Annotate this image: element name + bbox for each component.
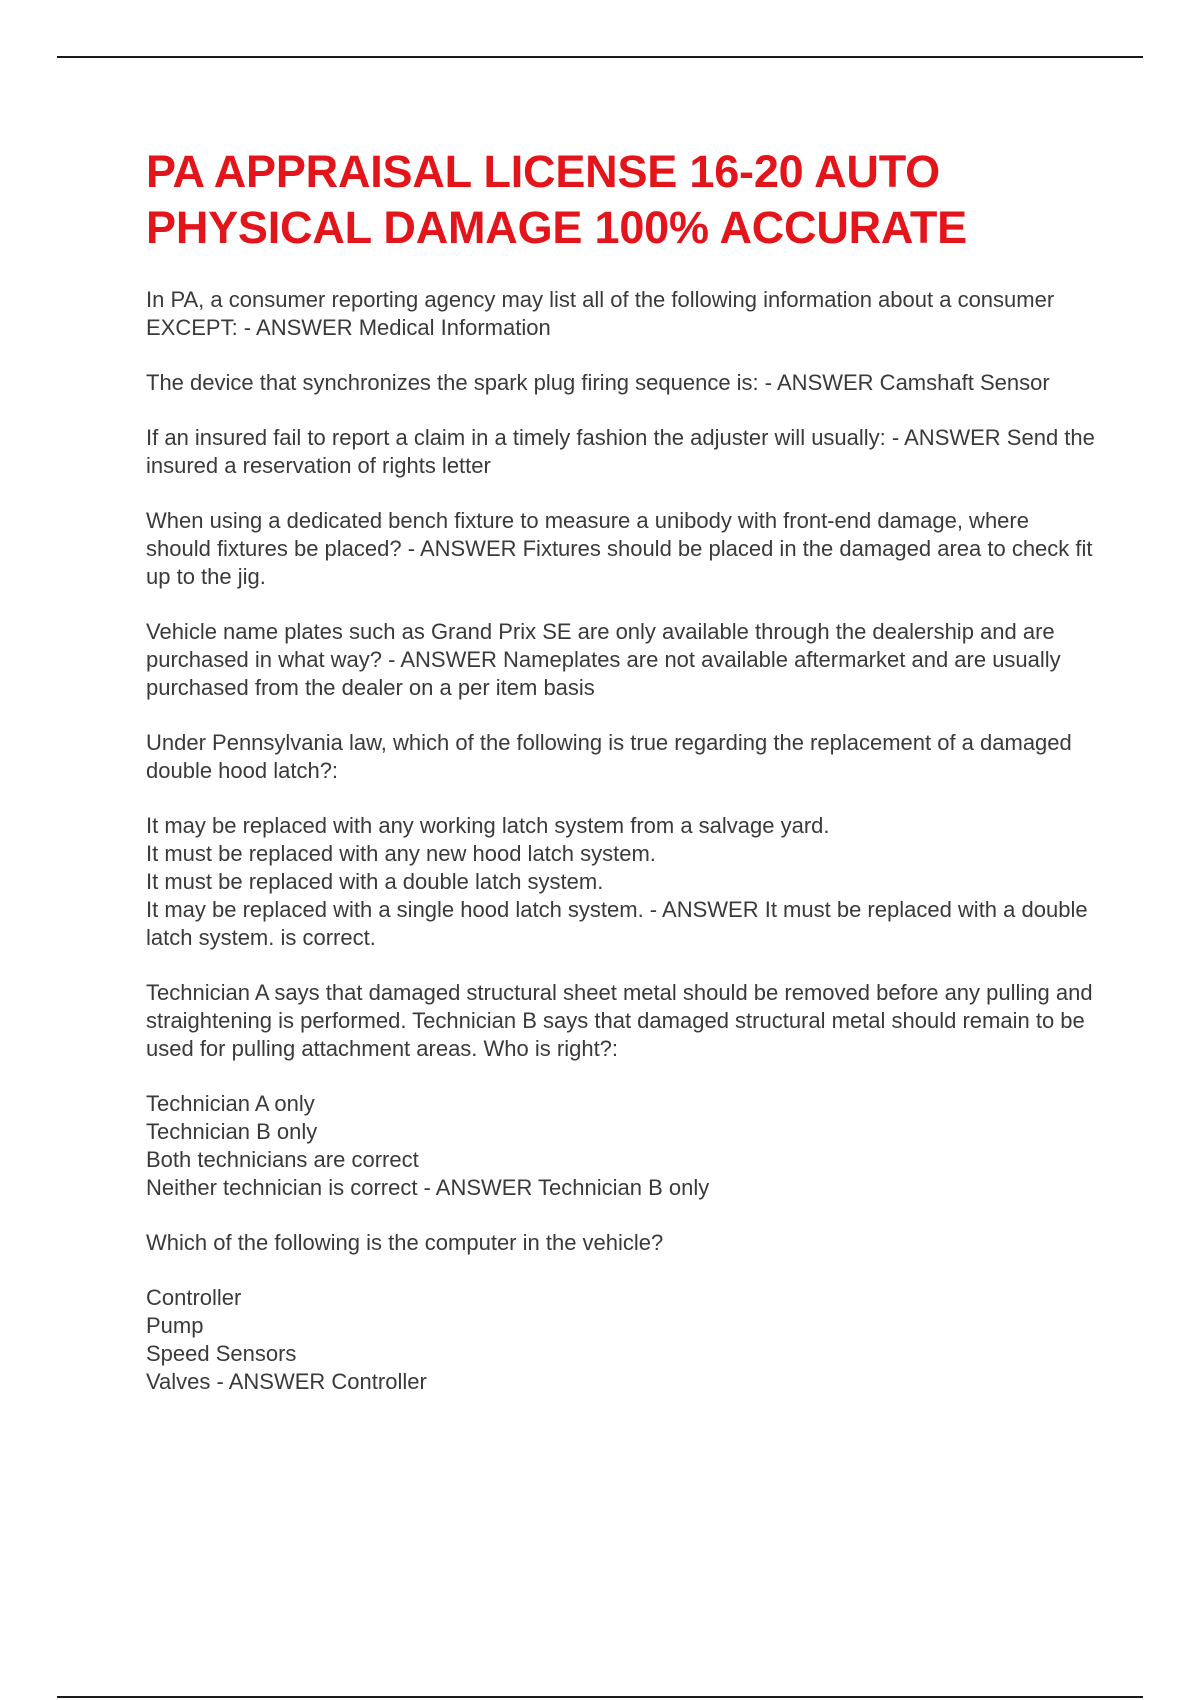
- qa-paragraph: Under Pennsylvania law, which of the following is true regarding the replacement of a damaged double hood latch?:: [146, 730, 1072, 783]
- qa-paragraph: Which of the following is the computer in the vehicle?: [146, 1230, 664, 1255]
- qa-options: Controller Pump Speed Sensors Valves - ANSWER Controller: [146, 1285, 427, 1394]
- qa-paragraph: In PA, a consumer reporting agency may list all of the following information about a consumer EXCEPT: - ANSWER Medical Information: [146, 287, 1055, 340]
- header-rule: [57, 56, 1143, 58]
- document-body: [146, 144, 1096, 1423]
- qa-options: Technician A only Technician B only Both technicians are correct Neither technician is correct - ANSWER Technician B only: [146, 1091, 710, 1200]
- footer-rule: [57, 1696, 1143, 1698]
- qa-options: It may be replaced with any working latch system from a salvage yard. It must be replaced with any new hood latch system. It must be replaced with a double latch system. It may be replaced with a single hood latch system. - ANSWER It must be replaced with a double latch system. is correct.: [146, 813, 1088, 950]
- qa-paragraph: If an insured fail to report a claim in a timely fashion the adjuster will usually: - ANSWER Send the insured a reservation of rights letter: [146, 425, 1095, 478]
- qa-paragraph: Technician A says that damaged structural sheet metal should be removed before any pulling and straightening is performed. Technician B says that damaged structural metal should remain to be used for pulling attachment areas. Who is right?:: [146, 980, 1093, 1061]
- qa-paragraph: When using a dedicated bench fixture to measure a unibody with front-end damage, where should fixtures be placed? - ANSWER Fixtures should be placed in the damaged area to check fit up to the jig.: [146, 508, 1093, 589]
- qa-paragraph: Vehicle name plates such as Grand Prix SE are only available through the dealership and are purchased in what way? - ANSWER Nameplates are not available aftermarket and are usually purchased from the dealer on a per item basis: [146, 619, 1061, 700]
- qa-paragraph: The device that synchronizes the spark plug firing sequence is: - ANSWER Camshaft Sensor: [146, 370, 1050, 395]
- document-title: PA APPRAISAL LICENSE 16-20 AUTO PHYSICAL DAMAGE 100% ACCURATE: [146, 146, 967, 253]
